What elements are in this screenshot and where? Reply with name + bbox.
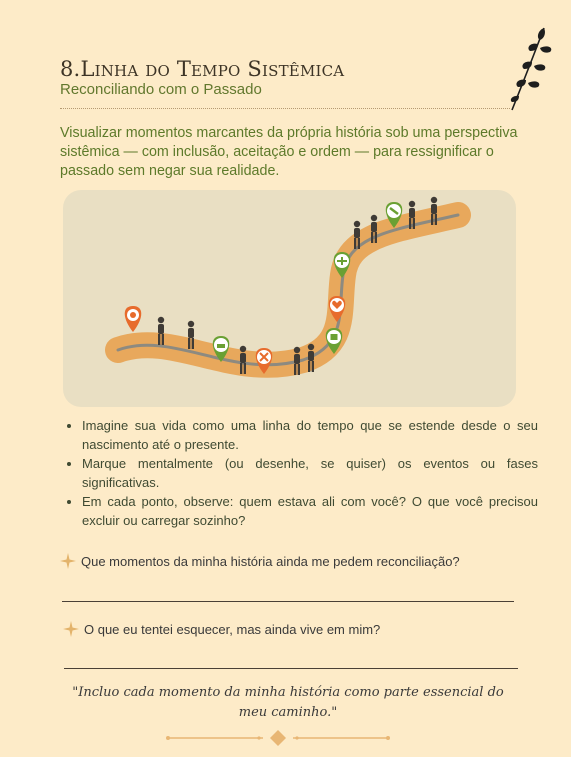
page-title [60, 57, 344, 81]
timeline-road [118, 215, 458, 365]
title-text: Linha do Tempo Sistêmica [80, 57, 345, 81]
answer-line[interactable] [62, 601, 514, 602]
question-1 [60, 553, 460, 569]
question-2 [63, 621, 380, 637]
list-item: • Imagine sua vida como uma linha do tempo que se estende desde o seu nascimento até o presente. [82, 416, 538, 454]
ornament-divider [163, 728, 393, 748]
leaf-sprig-icon [500, 20, 560, 115]
title-number: 8. [60, 57, 81, 81]
instruction-list [66, 416, 538, 530]
sparkle-icon [63, 621, 79, 637]
header-divider [60, 108, 510, 109]
closing-quote: "Incluo cada momento da minha história como parte essencial do meu caminho." [72, 685, 504, 720]
list-item: • Em cada ponto, observe: quem estava ali com você? O que você precisou excluir ou carregar sozinho? [82, 492, 538, 530]
question-text: Que momentos da minha história ainda me pedem reconciliação? [81, 554, 460, 569]
intro-text: Visualizar momentos marcantes da própria história sob uma perspectiva sistêmica — com inclusão, aceitação e ordem — para ressignificar o passado sem negar sua realidade. [60, 125, 518, 179]
answer-line[interactable] [64, 668, 518, 669]
timeline-illustration [63, 190, 516, 407]
baby-rattle-icon [125, 306, 142, 332]
page-subtitle: Reconciliando com o Passado [60, 81, 262, 98]
sparkle-icon [60, 553, 76, 569]
question-text: O que eu tentei esquecer, mas ainda vive em mim? [84, 622, 381, 637]
list-item: • Marque mentalmente (ou desenhe, se quiser) os eventos ou fases significativas. [82, 454, 538, 492]
